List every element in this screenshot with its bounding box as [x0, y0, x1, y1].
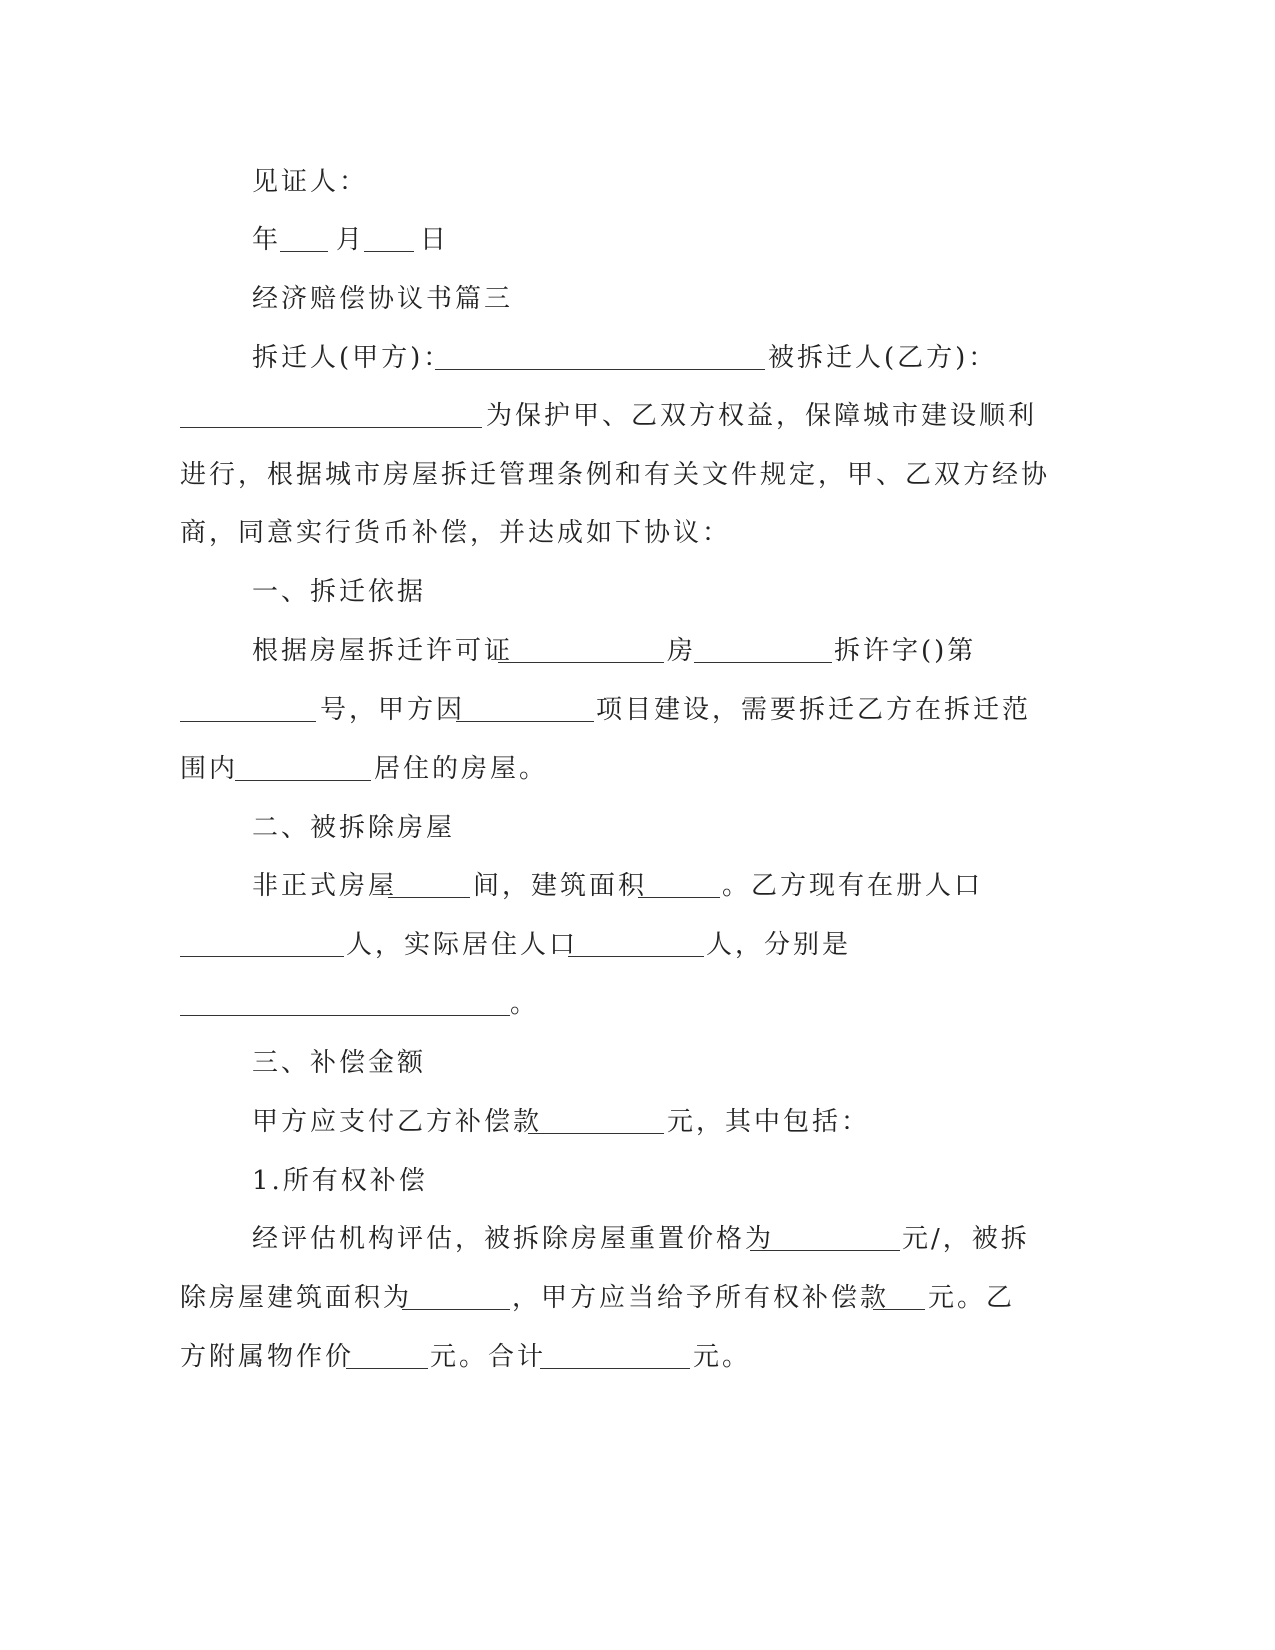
demolisher-blank	[435, 369, 765, 370]
section3-para-line-3	[0, 1337, 1275, 1377]
area-blank	[638, 897, 720, 898]
section1-text-1b: 房	[667, 636, 697, 666]
section1-text-1a: 根据房屋拆迁许可证	[252, 636, 514, 666]
section3-para-1a: 经评估机构评估，被拆除房屋重置价格为	[252, 1224, 775, 1254]
section2-line-2	[0, 925, 1275, 965]
section1-line-1	[0, 631, 1275, 671]
ownership-comp-blank	[873, 1309, 925, 1310]
month-blank	[280, 251, 328, 252]
month-label: 月	[336, 225, 366, 255]
permit-blank	[498, 662, 664, 663]
section3-para-2a: 除房屋建筑面积为	[180, 1283, 413, 1313]
registered-count-blank	[180, 956, 344, 957]
section3-text-1b: 元，其中包括：	[667, 1107, 871, 1137]
rooms-blank	[388, 897, 470, 898]
section1-heading	[0, 572, 1275, 612]
section2-text-2a: 人，实际居住人口	[346, 930, 579, 960]
section1-text-2b: 项目建设，需要拆迁乙方在拆迁范	[596, 695, 1032, 725]
section2-text-2b: 人，分别是	[706, 930, 852, 960]
location-blank	[235, 780, 371, 781]
agreement-heading	[0, 279, 1275, 319]
parties-line	[0, 338, 1275, 378]
intro-text-1: 为保护甲、乙双方权益，保障城市建设顺利	[486, 401, 1038, 431]
demolisher-label: 拆迁人(甲方)：	[252, 343, 453, 373]
section2-heading	[0, 808, 1275, 848]
section3-heading	[0, 1043, 1275, 1083]
residents-names-blank	[180, 1015, 510, 1016]
section3-para-3a: 方附属物作价	[180, 1342, 355, 1372]
section2-text-1c: 。乙方现有在册人口	[722, 871, 984, 901]
intro-line-1	[0, 396, 1275, 436]
relocatee-blank	[180, 427, 482, 428]
resident-count-blank	[568, 956, 704, 957]
section3-para-3c: 元。	[693, 1342, 752, 1372]
section3-text-1a: 甲方应支付乙方补偿款	[252, 1107, 543, 1137]
year-label: 年	[252, 225, 282, 255]
section1-text-3b: 居住的房屋。	[374, 754, 549, 784]
section1-line-2	[0, 690, 1275, 730]
replacement-price-blank	[750, 1250, 900, 1251]
section3-para-1b: 元/，被拆	[902, 1224, 1030, 1254]
agreement-title: 经济赔偿协议书篇三	[252, 284, 514, 314]
section3-para-2c: 元。乙	[928, 1283, 1016, 1313]
intro-line-3	[0, 513, 1275, 553]
intro-text-3: 商，同意实行货币补偿，并达成如下协议：	[180, 518, 732, 548]
number-blank	[180, 721, 316, 722]
section2-line-1	[0, 866, 1275, 906]
day-blank	[364, 251, 414, 252]
section3-sub1-heading	[0, 1161, 1275, 1201]
project-blank	[456, 721, 594, 722]
section2-line-3	[0, 984, 1275, 1024]
intro-line-2	[0, 455, 1275, 495]
section2-text-1b: 间，建筑面积	[473, 871, 648, 901]
section2-text-1a: 非正式房屋	[252, 871, 398, 901]
section1-text-2a: 号，甲方因	[320, 695, 466, 725]
section1-title: 一、拆迁依据	[252, 577, 427, 607]
section1-line-3	[0, 749, 1275, 789]
witness-line	[0, 162, 1275, 202]
section3-para-line-2	[0, 1278, 1275, 1318]
intro-text-2: 进行，根据城市房屋拆迁管理条例和有关文件规定，甲、乙双方经协	[180, 460, 1051, 490]
floor-area-blank	[402, 1309, 510, 1310]
house-blank	[694, 662, 832, 663]
section3-title: 三、补偿金额	[252, 1048, 427, 1078]
section3-para-2b: ，甲方应当给予所有权补偿款	[512, 1283, 890, 1313]
day-label: 日	[420, 225, 450, 255]
compensation-total-blank	[528, 1133, 664, 1134]
section1-text-1c: 拆许字()第	[834, 636, 977, 666]
section3-line-1	[0, 1102, 1275, 1142]
section1-text-3a: 围内	[180, 754, 239, 784]
relocatee-label: 被拆迁人(乙方)：	[768, 343, 998, 373]
date-line	[0, 220, 1275, 260]
sum-blank	[540, 1368, 690, 1369]
section2-title: 二、被拆除房屋	[252, 813, 456, 843]
section3-para-3b: 元。合计	[430, 1342, 547, 1372]
attachment-value-blank	[346, 1368, 428, 1369]
section3-para-line-1	[0, 1219, 1275, 1259]
witness-label: 见证人：	[252, 167, 369, 197]
section3-sub1-title: 1.所有权补偿	[252, 1166, 428, 1196]
section2-text-3: 。	[510, 989, 540, 1019]
